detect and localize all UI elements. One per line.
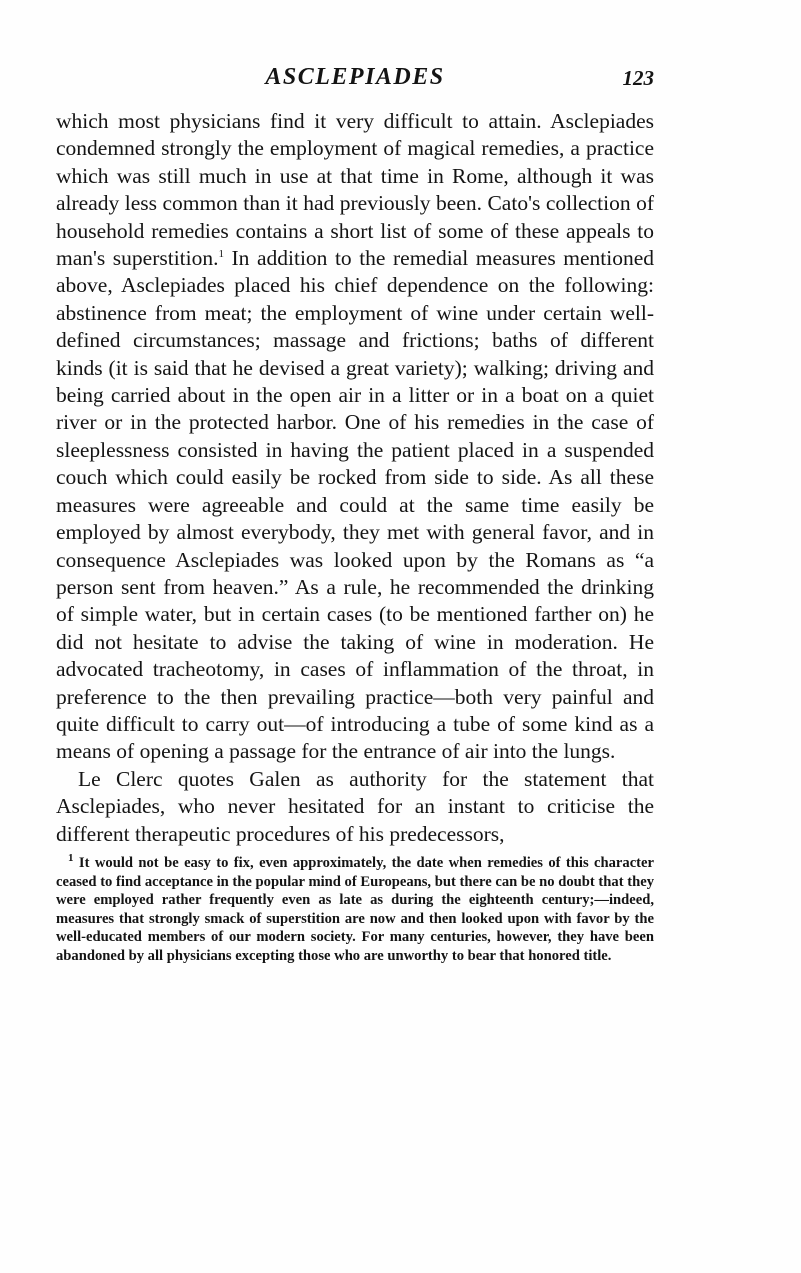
page-header	[56, 64, 654, 98]
footnote-mark: 1	[68, 852, 74, 865]
page-number: 123	[622, 66, 654, 90]
footnote-reference: 1	[218, 247, 224, 260]
footnote	[56, 854, 654, 966]
paragraph-text: In addition to the remedial measures mentioned above, Asclepiades placed his chief dependence on the following: abstinence from meat; the employment of wine under certain well-defined circumstances; massage and frictions; baths of different kinds (it is said that he devised a great variety); walking; driving and being carried about in the open air in a litter or in a boat on a quiet river or in the protected harbor. One of his remedies in the case of sleeplessness consisted in having the patient placed in a suspended couch which could easily be rocked from side to side. As all these measures were agreeable and could at the same time easily be employed by almost everybody, they met with general favor, and in consequence Asclepiades was looked upon by the Romans as “a person sent from heaven.” As a rule, he recommended the drinking of simple water, but in certain cases (to be mentioned farther on) he did not hesitate to advise the taking of wine in moderation. He advocated tracheotomy, in cases of inflammation of the throat, in preference to the then prevailing practice—both very painful and quite difficult to carry out—of introducing a tube of some kind as a means of opening a passage for the entrance of air into the lungs.	[56, 246, 654, 764]
book-page	[56, 64, 654, 966]
paragraph	[56, 108, 654, 766]
footnote-text: It would not be easy to fix, even approximately, the date when remedies of this character ceased to find acceptance in the popular mind of Europeans, but there can be no doubt that they were employed rather frequently even as late as during the eighteenth century;—indeed, measures that strongly smack of superstition are now and then looked upon with favor by the well-educated members of our modern society. For many centuries, however, they have been abandoned by all physicians excepting those who are unworthy to bear that honored title.	[56, 854, 655, 964]
running-head: ASCLEPIADES	[265, 64, 445, 90]
paragraph: Le Clerc quotes Galen as authority for the statement that Asclepiades, who never hesitated for an instant to criticise the different therapeutic procedures of his predecessors,	[56, 766, 654, 846]
paragraph-text: which most physicians find it very difficult to attain. Asclepiades condemned strongly the employment of magical remedies, a practice which was still much in use at that time in Rome, although it was already less common than it had previously been. Cato's collection of household remedies contains a short list of some of these appeals to man's superstition.	[56, 109, 654, 271]
